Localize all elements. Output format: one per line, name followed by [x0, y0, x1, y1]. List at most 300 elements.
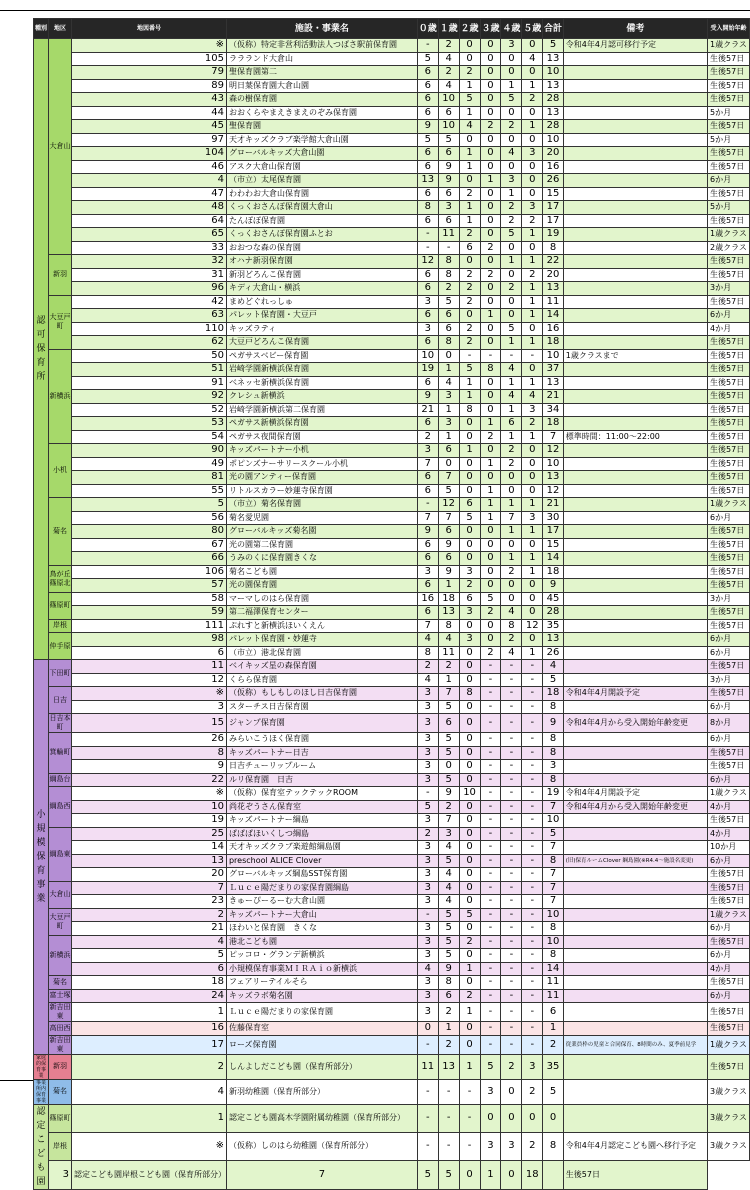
table-row — [34, 417, 750, 431]
accept-age-cell: 生後57日 — [708, 457, 750, 471]
age3-cell: - — [480, 700, 501, 714]
total-cell: 20 — [543, 268, 564, 282]
facility-name-cell: 新羽幼稚園（保育所部分） — [226, 1079, 417, 1104]
age4-cell: 4 — [501, 363, 522, 377]
age2-cell: 2 — [459, 322, 480, 336]
age4-cell: 2 — [501, 633, 522, 647]
area-cell: 岸根 — [48, 1132, 71, 1160]
map-number-cell: ※ — [71, 687, 226, 701]
age4-cell: 0 — [501, 160, 522, 174]
facility-name-cell: （仮称）保育室テックテックROOM — [226, 787, 417, 801]
facility-name-cell: 岩崎学園新横浜保育園 — [226, 363, 417, 377]
map-number-cell: 2 — [71, 1054, 226, 1079]
map-number-cell: 53 — [71, 417, 226, 431]
facility-name-cell: （仮称）しのはら幼稚園（保育所部分） — [226, 1132, 417, 1160]
age4-cell: - — [501, 868, 522, 882]
age4-cell: 2 — [501, 457, 522, 471]
age4-cell: - — [501, 1003, 522, 1022]
age3-cell: 3 — [480, 1132, 501, 1160]
age1-cell: 7 — [438, 471, 459, 485]
total-cell: 13 — [543, 52, 564, 66]
accept-age-cell: 生後57日 — [708, 417, 750, 431]
age4-cell: 2 — [501, 201, 522, 215]
age0-cell: 6 — [417, 376, 438, 390]
age3-cell: 0 — [480, 552, 501, 566]
age4-cell: 0 — [501, 538, 522, 552]
note-cell: 1歳クラスまで — [563, 349, 707, 363]
facility-name-cell: くっくおさんぽ保育園大倉山 — [226, 201, 417, 215]
age3-cell: 0 — [480, 1104, 501, 1132]
table-row — [34, 922, 750, 936]
accept-age-cell: 生後57日 — [708, 120, 750, 134]
age5-cell: 1 — [522, 430, 543, 444]
map-number-cell: 31 — [71, 268, 226, 282]
note-cell — [563, 773, 707, 787]
table-row — [34, 1132, 750, 1160]
age0-cell: 6 — [417, 336, 438, 350]
age3-cell: 0 — [480, 214, 501, 228]
table-row — [34, 120, 750, 134]
facility-name-cell: （市立）菊名保育園 — [226, 498, 417, 512]
age5-cell: 2 — [522, 93, 543, 107]
age2-cell: 0 — [459, 417, 480, 431]
age0-cell: 3 — [417, 841, 438, 855]
age2-cell: 1 — [459, 106, 480, 120]
age0-cell: 9 — [417, 390, 438, 404]
note-cell — [563, 733, 707, 747]
age3-cell: 0 — [480, 403, 501, 417]
accept-age-cell: 生後57日 — [708, 552, 750, 566]
table-row — [34, 309, 750, 323]
map-number-cell: 59 — [71, 606, 226, 620]
note-cell — [563, 511, 707, 525]
note-cell: 令和4年4月開設予定 — [563, 687, 707, 701]
age5-cell: 3 — [522, 511, 543, 525]
accept-age-cell: 生後57日 — [708, 660, 750, 674]
map-number-cell: 104 — [71, 147, 226, 161]
table-row — [34, 773, 750, 787]
note-cell: (旧)保育ルームClover 綱島園(※R4.4～施設名変更) — [563, 854, 707, 868]
total-cell: 8 — [543, 746, 564, 760]
age5-cell: 0 — [522, 579, 543, 593]
note-cell — [563, 827, 707, 841]
age4-cell: 0 — [501, 106, 522, 120]
map-number-cell: 48 — [71, 201, 226, 215]
age2-cell: 0 — [459, 714, 480, 733]
table-row — [34, 935, 750, 949]
table-row — [34, 841, 750, 855]
age4-cell: 0 — [501, 52, 522, 66]
total-cell: 4 — [543, 660, 564, 674]
age4-cell: 4 — [501, 390, 522, 404]
age2-cell: 0 — [459, 552, 480, 566]
age1-cell: 2 — [438, 660, 459, 674]
age3-cell: 0 — [480, 390, 501, 404]
age4-cell: 0 — [501, 1079, 522, 1104]
age5-cell: - — [522, 989, 543, 1003]
total-cell: 8 — [543, 733, 564, 747]
total-cell: 7 — [543, 800, 564, 814]
accept-age-cell: 1歳クラス — [708, 787, 750, 801]
total-cell: 22 — [543, 255, 564, 269]
map-number-cell: 57 — [71, 579, 226, 593]
total-cell: 45 — [543, 592, 564, 606]
facility-name-cell: 聖保育園第二 — [226, 66, 417, 80]
facility-name-cell: 森の樹保育園 — [226, 93, 417, 107]
age4-cell: - — [501, 814, 522, 828]
facility-name-cell: しんよしだこども園（保育所部分） — [226, 1054, 417, 1079]
age3-cell: 0 — [480, 525, 501, 539]
accept-age-cell: 生後57日 — [708, 619, 750, 633]
header-total: 合計 — [543, 19, 564, 39]
age3-cell: 0 — [480, 538, 501, 552]
note-cell — [563, 525, 707, 539]
age4-cell: 0 — [501, 309, 522, 323]
area-cell: 富士塚 — [48, 989, 71, 1003]
facility-name-cell: （仮称）もしもしのほし日吉保育園 — [226, 687, 417, 701]
age2-cell: 10 — [459, 787, 480, 801]
age5-cell: 1 — [522, 309, 543, 323]
age4-cell: - — [501, 895, 522, 909]
note-cell — [563, 295, 707, 309]
age3-cell: 2 — [480, 606, 501, 620]
note-cell — [563, 214, 707, 228]
total-cell: 21 — [543, 498, 564, 512]
age4-cell: - — [501, 746, 522, 760]
table-row — [34, 295, 750, 309]
age1-cell: 5 — [417, 1161, 438, 1189]
note-cell — [563, 881, 707, 895]
age2-cell: 2 — [459, 336, 480, 350]
note-cell — [563, 1003, 707, 1022]
accept-age-cell: 生後57日 — [708, 746, 750, 760]
map-number-cell: 52 — [71, 403, 226, 417]
facility-name-cell: オハナ新羽保育園 — [226, 255, 417, 269]
age1-cell: 5 — [438, 935, 459, 949]
map-number-cell: 105 — [71, 52, 226, 66]
age3-cell: - — [480, 687, 501, 701]
age5-cell: 1 — [522, 295, 543, 309]
age2-cell: 6 — [459, 241, 480, 255]
age5-cell: - — [522, 922, 543, 936]
note-cell — [563, 498, 707, 512]
header-age2: ２歳 — [459, 19, 480, 39]
age2-cell: 0 — [459, 1022, 480, 1036]
table-row — [34, 746, 750, 760]
total-cell: 10 — [543, 457, 564, 471]
note-cell — [563, 760, 707, 774]
facility-name-cell: 光の園保育園 — [226, 579, 417, 593]
age0-cell: 7 — [417, 511, 438, 525]
note-cell: 令和4年4月認可移行予定 — [563, 39, 707, 53]
age4-cell: - — [501, 935, 522, 949]
age3-cell: - — [480, 1003, 501, 1022]
total-cell: 10 — [543, 349, 564, 363]
map-number-cell: 51 — [71, 363, 226, 377]
age4-cell: 5 — [501, 228, 522, 242]
age2-cell: - — [459, 1132, 480, 1160]
age1-cell: 4 — [438, 376, 459, 390]
age1-cell: 2 — [438, 1003, 459, 1022]
facility-name-cell: ほわいと保育園 きくな — [226, 922, 417, 936]
age5-cell: 0 — [522, 106, 543, 120]
table-row — [34, 949, 750, 963]
facility-name-cell: ポピンズナーサリースクール小机 — [226, 457, 417, 471]
age1-cell: 8 — [438, 619, 459, 633]
accept-age-cell: 生後57日 — [563, 1161, 707, 1189]
age5-cell: 3 — [522, 403, 543, 417]
map-number-cell: 22 — [71, 773, 226, 787]
age3-cell: 1 — [480, 457, 501, 471]
age4-cell: 0 — [501, 1104, 522, 1132]
map-number-cell: 14 — [71, 841, 226, 855]
age4-cell: 0 — [501, 241, 522, 255]
age0-cell: - — [417, 1035, 438, 1054]
accept-age-cell: 1歳クラス — [708, 228, 750, 242]
map-number-cell: 19 — [71, 814, 226, 828]
table-row — [34, 619, 750, 633]
age4-cell: 2 — [501, 282, 522, 296]
map-number-cell: 32 — [71, 255, 226, 269]
total-cell: 9 — [543, 579, 564, 593]
age3-cell: 2 — [480, 646, 501, 660]
facility-name-cell: 日吉チューリップルーム — [226, 760, 417, 774]
age4-cell: - — [501, 881, 522, 895]
accept-age-cell: 4か月 — [708, 962, 750, 976]
age0-cell: - — [417, 1132, 438, 1160]
note-cell — [563, 93, 707, 107]
age1-cell: 2 — [438, 282, 459, 296]
age1-cell: 1 — [438, 579, 459, 593]
age5-cell: 0 — [522, 39, 543, 53]
table-row — [34, 868, 750, 882]
age5-cell: - — [522, 908, 543, 922]
age3-cell: 0 — [480, 228, 501, 242]
age4-cell: 1 — [501, 525, 522, 539]
total-cell: 2 — [543, 1035, 564, 1054]
note-cell — [563, 606, 707, 620]
age3-cell: 1 — [480, 498, 501, 512]
age0-cell: 6 — [417, 552, 438, 566]
age2-cell: 1 — [459, 390, 480, 404]
note-cell — [563, 471, 707, 485]
age2-cell: 1 — [459, 1054, 480, 1079]
age2-cell: 0 — [459, 174, 480, 188]
age0-cell: 3 — [417, 295, 438, 309]
total-cell: 20 — [543, 147, 564, 161]
age2-cell: 2 — [459, 295, 480, 309]
age5-cell: 0 — [522, 363, 543, 377]
note-cell — [563, 814, 707, 828]
table-row — [34, 322, 750, 336]
note-cell — [563, 895, 707, 909]
category-cell: 家庭的保育事業 — [34, 1054, 49, 1079]
total-cell: 14 — [543, 962, 564, 976]
age0-cell: 6 — [417, 309, 438, 323]
age1-cell: 18 — [438, 592, 459, 606]
age3-cell: - — [480, 868, 501, 882]
area-cell: 大豆戸町 — [48, 908, 71, 935]
accept-age-cell: 6か月 — [708, 174, 750, 188]
age0-cell: 6 — [417, 417, 438, 431]
total-cell: 10 — [543, 935, 564, 949]
total-cell: 17 — [543, 525, 564, 539]
area-cell: 綱島台 — [48, 773, 71, 787]
accept-age-cell: 6か月 — [708, 646, 750, 660]
map-number-cell: 18 — [71, 976, 226, 990]
note-cell — [563, 1104, 707, 1132]
note-cell — [563, 376, 707, 390]
accept-age-cell: 生後57日 — [708, 895, 750, 909]
facility-name-cell: 光の園アンティー保育園 — [226, 471, 417, 485]
age3-cell: 0 — [480, 471, 501, 485]
map-number-cell: 13 — [71, 854, 226, 868]
table-row — [34, 336, 750, 350]
age5-cell: 2 — [522, 1079, 543, 1104]
age0-cell: 9 — [417, 120, 438, 134]
accept-age-cell: 3歳クラス — [708, 1132, 750, 1160]
age4-cell: - — [501, 673, 522, 687]
age5-cell: 1 — [522, 498, 543, 512]
total-cell: 7 — [543, 868, 564, 882]
age2-cell: 1 — [459, 201, 480, 215]
age3-cell: 0 — [480, 147, 501, 161]
age3-cell: 0 — [480, 52, 501, 66]
area-cell: 新吉田東 — [49, 1035, 71, 1053]
header-map-number: 地図番号 — [71, 19, 226, 39]
map-number-cell: 62 — [71, 336, 226, 350]
facility-name-cell: ルリ保育園 日吉 — [226, 773, 417, 787]
map-number-cell: 8 — [71, 746, 226, 760]
age2-cell: 2 — [459, 989, 480, 1003]
age3-cell: - — [480, 673, 501, 687]
age4-cell: - — [501, 687, 522, 701]
table-row — [34, 660, 750, 674]
age0-cell: 6 — [417, 579, 438, 593]
accept-age-cell: 3歳クラス — [708, 1104, 750, 1132]
map-number-cell: 4 — [71, 935, 226, 949]
age3-cell: - — [480, 854, 501, 868]
accept-age-cell: 生後57日 — [708, 66, 750, 80]
age1-cell: 0 — [438, 760, 459, 774]
age1-cell: - — [438, 1079, 459, 1104]
age4-cell: - — [501, 1035, 522, 1054]
age2-cell: 0 — [459, 619, 480, 633]
accept-age-cell: 5か月 — [708, 201, 750, 215]
age0-cell: 8 — [417, 646, 438, 660]
map-number-cell: 44 — [71, 106, 226, 120]
note-cell — [563, 133, 707, 147]
map-number-cell: 15 — [71, 714, 226, 733]
age0-cell: 6 — [417, 93, 438, 107]
age4-cell: 0 — [501, 295, 522, 309]
age3-cell: 0 — [480, 633, 501, 647]
age0-cell: 4 — [417, 633, 438, 647]
age2-cell: 2 — [459, 268, 480, 282]
total-cell: 8 — [543, 922, 564, 936]
age1-cell: 5 — [438, 908, 459, 922]
age5-cell: - — [522, 773, 543, 787]
facility-name-cell: 尚花ぞうさん保育室 — [226, 800, 417, 814]
age5-cell: - — [522, 714, 543, 733]
age5-cell: 1 — [522, 255, 543, 269]
age1-cell: 0 — [438, 349, 459, 363]
accept-age-cell: 生後57日 — [708, 1022, 750, 1036]
top-rule — [0, 10, 750, 11]
facility-name-cell: キッズラティ — [226, 322, 417, 336]
age1-cell: 9 — [438, 962, 459, 976]
table-row — [34, 592, 750, 606]
age5-cell: - — [522, 760, 543, 774]
age1-cell: 2 — [438, 800, 459, 814]
facility-name-cell: 天才キッズクラブ楽遊館綱島園 — [226, 841, 417, 855]
age2-cell: - — [459, 349, 480, 363]
age4-cell: - — [501, 787, 522, 801]
accept-age-cell: 生後57日 — [708, 687, 750, 701]
age5-cell: 0 — [522, 160, 543, 174]
note-cell: 令和4年4月から受入開始年齢変更 — [563, 800, 707, 814]
table-row — [34, 444, 750, 458]
table-row — [34, 268, 750, 282]
age2-cell: 4 — [459, 120, 480, 134]
map-number-cell: ※ — [71, 39, 226, 53]
note-cell — [563, 962, 707, 976]
age3-cell: 0 — [480, 565, 501, 579]
age0-cell: - — [417, 241, 438, 255]
accept-age-cell: 6か月 — [708, 773, 750, 787]
accept-age-cell: 生後57日 — [708, 976, 750, 990]
age1-cell: 1 — [438, 1022, 459, 1036]
table-row — [34, 79, 750, 93]
note-cell — [563, 484, 707, 498]
age5-cell: 0 — [522, 606, 543, 620]
nursery-vacancy-table — [33, 18, 750, 1190]
accept-age-cell: 4か月 — [708, 800, 750, 814]
table-row — [34, 1003, 750, 1022]
facility-name-cell: パレット保育園・大豆戸 — [226, 309, 417, 323]
age0-cell: 3 — [417, 746, 438, 760]
age3-cell: - — [480, 773, 501, 787]
age5-cell: - — [522, 349, 543, 363]
age4-cell: - — [501, 841, 522, 855]
age4-cell: 8 — [501, 619, 522, 633]
age4-cell: 2 — [501, 1054, 522, 1079]
accept-age-cell: 3か月 — [708, 282, 750, 296]
age5-cell: 1 — [522, 552, 543, 566]
note-cell — [563, 417, 707, 431]
table-row — [34, 827, 750, 841]
age4-cell: 4 — [501, 147, 522, 161]
facility-name-cell: ララランド大倉山 — [226, 52, 417, 66]
total-cell: 11 — [543, 989, 564, 1003]
accept-age-cell: 3か月 — [708, 673, 750, 687]
map-number-cell: 10 — [71, 800, 226, 814]
area-cell: 篠原町 — [48, 592, 71, 619]
age3-cell: 0 — [459, 1161, 480, 1189]
age0-cell: 6 — [417, 147, 438, 161]
map-number-cell: 89 — [71, 79, 226, 93]
total-cell: 37 — [543, 363, 564, 377]
table-row — [34, 228, 750, 242]
facility-name-cell: パレット保育園・妙蓮寺 — [226, 633, 417, 647]
age2-cell: 1 — [459, 160, 480, 174]
age0-cell: 7 — [417, 619, 438, 633]
map-number-cell: 42 — [71, 295, 226, 309]
age0-cell: 8 — [417, 201, 438, 215]
map-number-cell: 21 — [71, 922, 226, 936]
age1-cell: 5 — [438, 773, 459, 787]
facility-name-cell: 新羽どろんこ保育園 — [226, 268, 417, 282]
